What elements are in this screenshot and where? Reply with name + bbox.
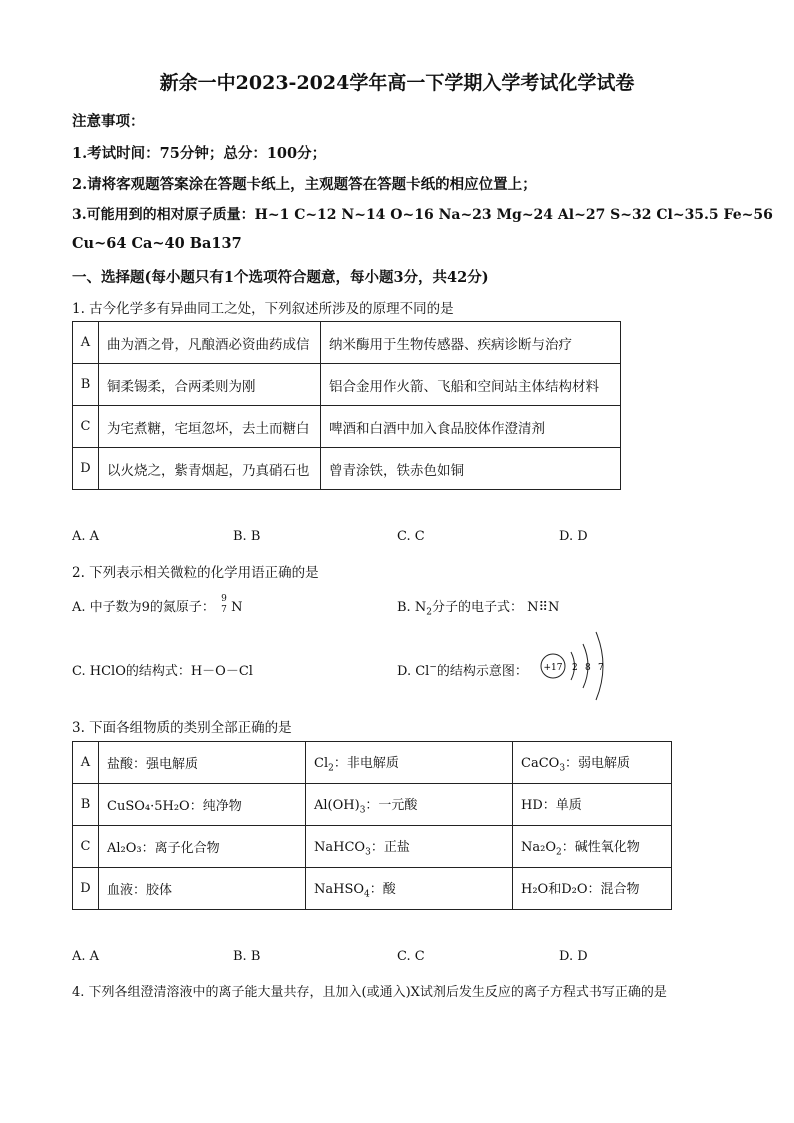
q3-stem: 3. 下面各组物质的类别全部正确的是	[72, 720, 292, 736]
q2-option-d[interactable]	[397, 660, 528, 679]
q1-option-d[interactable]: D. D	[559, 529, 588, 544]
table-row	[73, 322, 621, 364]
row-label: A	[73, 322, 99, 364]
notes-item-1: 1.考试时间：75分钟；总分：100分；	[72, 145, 327, 162]
table-cell: $Cl_2$：非电解质	[306, 742, 513, 784]
page-title: 新余一中2023-2024学年高一下学期入学考试化学试卷	[159, 72, 635, 94]
table-cell: $Al(OH)_3$：一元酸	[306, 784, 513, 826]
q3-option-b[interactable]: B. B	[233, 949, 261, 964]
table-cell: 盐酸：强电解质	[99, 742, 306, 784]
table-cell: 铜柔锡柔，合两柔则为刚	[99, 364, 321, 406]
section-heading: 一、选择题(每小题只有1个选项符合题意，每小题3分，共42分)	[72, 269, 489, 286]
notes-heading: 注意事项：	[72, 113, 145, 130]
row-label: B	[73, 784, 99, 826]
table-cell: Al₂O₃：离子化合物	[99, 826, 306, 868]
table-cell: NaHCO$_3$：正盐	[306, 826, 513, 868]
subscript: 2	[426, 607, 432, 618]
q3-option-c[interactable]: C. C	[397, 949, 425, 964]
notes-item-3-line-1: 3.可能用到的相对原子质量：H~1 C~12 N~14 O~16 Na~23 Mg~24 Al~27 S~32 Cl~35.5 Fe~56	[72, 207, 773, 223]
electron-formula: N⠿N	[527, 600, 560, 615]
q3-option-d[interactable]: D. D	[559, 949, 588, 964]
table-cell: H₂O和D₂O：混合物	[513, 868, 672, 910]
table-cell: 曾青涂铁，铁赤色如铜	[321, 448, 621, 490]
q1-stem: 1. 古今化学多有异曲同工之处，下列叙述所涉及的原理不同的是	[72, 301, 454, 317]
q2-option-a[interactable]	[72, 596, 242, 615]
nuclide-notation	[219, 594, 231, 615]
q2-option-c[interactable]: C. HClO的结构式：H－O－Cl	[72, 664, 253, 679]
q2-option-a-text: A. 中子数为9的氮原子：	[72, 600, 215, 615]
table-row	[73, 826, 672, 868]
q1-option-b[interactable]: B. B	[233, 529, 261, 544]
row-label: C	[73, 826, 99, 868]
q4-stem: 4. 下列各组澄清溶液中的离子能大量共存，且加入(或通入)X试剂后发生反应的离子方程式书写正确的是	[72, 985, 667, 1000]
q2-option-d-tail: 的结构示意图：	[436, 664, 528, 679]
q2-stem: 2. 下列表示相关微粒的化学用语正确的是	[72, 565, 319, 581]
table-cell: CuSO₄·5H₂O：纯净物	[99, 784, 306, 826]
table-cell: $Na_2O_2$：碱性氧化物	[513, 826, 672, 868]
q2-option-b[interactable]	[397, 596, 559, 618]
row-label: C	[73, 406, 99, 448]
table-cell: CaCO$_3$：弱电解质	[513, 742, 672, 784]
atomic-structure-diagram	[538, 628, 618, 704]
table-cell: 为宅煮糖，宅垣忽坏，去土而糖白	[99, 406, 321, 448]
q2-option-b-text: B. N	[397, 600, 427, 615]
shell-count-1: 2	[572, 663, 578, 673]
table-row	[73, 868, 672, 910]
shell-count-2: 8	[585, 663, 591, 673]
table-cell: HD：单质	[513, 784, 672, 826]
row-label: A	[73, 742, 99, 784]
table-cell: NaHSO$_4$：酸	[306, 868, 513, 910]
table-row	[73, 448, 621, 490]
table-cell: 纳米酶用于生物传感器、疾病诊断与治疗	[321, 322, 621, 364]
table-cell: 曲为酒之骨，凡酿酒必资曲药成信	[99, 322, 321, 364]
table-row	[73, 784, 672, 826]
table-row	[73, 742, 672, 784]
row-label: D	[73, 448, 99, 490]
shell-count-3: 7	[598, 663, 604, 673]
superscript: −	[429, 662, 437, 673]
table-cell: 啤酒和白酒中加入食品胶体作澄清剂	[321, 406, 621, 448]
q3-option-a[interactable]: A. A	[72, 949, 100, 964]
table-cell: 铝合金用作火箭、飞船和空间站主体结构材料	[321, 364, 621, 406]
q3-table	[72, 741, 672, 910]
mass-number: 9	[221, 594, 227, 604]
row-label: B	[73, 364, 99, 406]
table-row	[73, 364, 621, 406]
q1-option-c[interactable]: C. C	[397, 529, 425, 544]
q1-table	[72, 321, 621, 490]
table-row	[73, 406, 621, 448]
q2-option-d-text: D. Cl	[397, 664, 430, 679]
notes-item-2: 2.请将客观题答案涂在答题卡纸上，主观题答在答题卡纸的相应位置上；	[72, 176, 537, 193]
table-cell: 血液：胶体	[99, 868, 306, 910]
q2-option-b-tail: 分子的电子式：	[431, 600, 523, 615]
q1-option-a[interactable]: A. A	[72, 529, 100, 544]
notes-item-3-line-2: Cu~64 Ca~40 Ba137	[72, 235, 242, 252]
atomic-number: 7	[221, 605, 227, 615]
nucleus-charge: +17	[543, 663, 563, 673]
table-cell: 以火烧之，紫青烟起，乃真硝石也	[99, 448, 321, 490]
row-label: D	[73, 868, 99, 910]
element-symbol: N	[231, 600, 243, 615]
